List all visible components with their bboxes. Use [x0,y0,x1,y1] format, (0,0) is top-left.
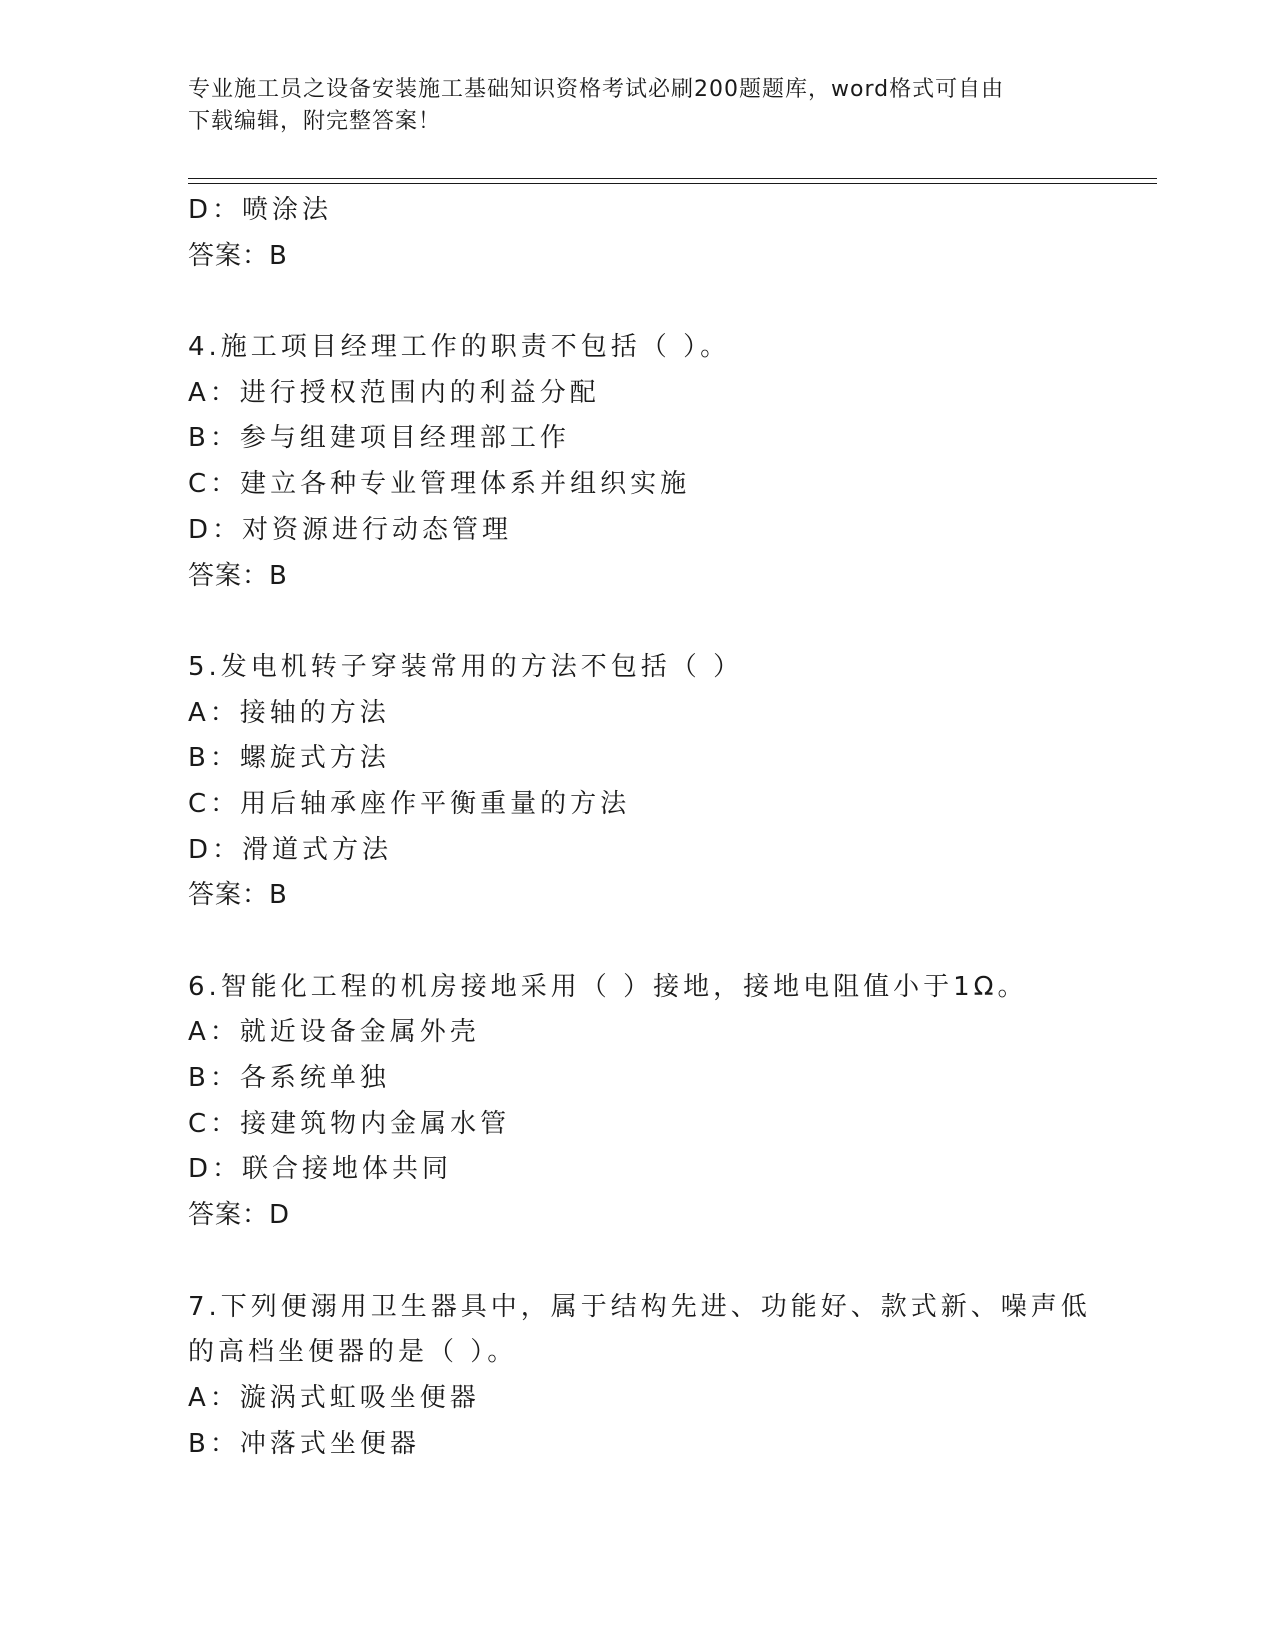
spacer [188,919,1088,965]
q5-option-d: D：滑道式方法 [188,834,393,865]
q4-option-c: C：建立各种专业管理体系并组织实施 [188,469,691,500]
q5-question: 5.发电机转子穿装常用的方法不包括（ ） [188,651,744,682]
q5-answer: 答案：B [188,880,288,911]
q7-question-line1: 7.下列便溺用卫生器具中，属于结构先进、功能好、款式新、噪声低 [188,1291,1091,1322]
header-title-line2: 下载编辑，附完整答案！ [188,109,442,134]
question-content [188,188,1091,1467]
q5-option-a: A：接轴的方法 [188,697,390,728]
q4-question: 4.施工项目经理工作的职责不包括（ ）。 [188,332,731,363]
spacer [188,1239,1088,1285]
q4-answer: 答案：B [188,560,288,591]
prev-option-d: D：喷涂法 [188,195,333,225]
q6-option-c: C：接建筑物内金属水管 [188,1108,511,1139]
q7-option-a: A：漩涡式虹吸坐便器 [188,1382,480,1413]
header-title-line1: 专业施工员之设备安装施工基础知识资格考试必刷200题题库，word格式可自由 [188,77,1005,102]
q5-option-c: C：用后轴承座作平衡重量的方法 [188,788,631,819]
q6-option-a: A：就近设备金属外壳 [188,1017,480,1048]
q4-option-d: D：对资源进行动态管理 [188,514,513,545]
spacer [188,279,1088,325]
q4-option-b: B：参与组建项目经理部工作 [188,423,570,454]
q7-option-b: B：冲落式坐便器 [188,1428,420,1459]
prev-answer: 答案：B [188,240,288,271]
header-rule-bottom [188,183,1157,184]
spacer [188,599,1088,645]
q6-option-b: B：各系统单独 [188,1063,390,1094]
header-rule-top [188,178,1157,179]
q6-option-d: D：联合接地体共同 [188,1154,453,1185]
q4-option-a: A：进行授权范围内的利益分配 [188,377,600,408]
q5-option-b: B：螺旋式方法 [188,743,390,774]
q7-question-line2: 的高档坐便器的是（ ）。 [188,1337,518,1368]
q6-answer: 答案：D [188,1200,291,1231]
page-header [188,74,1068,138]
q6-question: 6.智能化工程的机房接地采用（ ）接地，接地电阻值小于1Ω。 [188,971,1028,1002]
